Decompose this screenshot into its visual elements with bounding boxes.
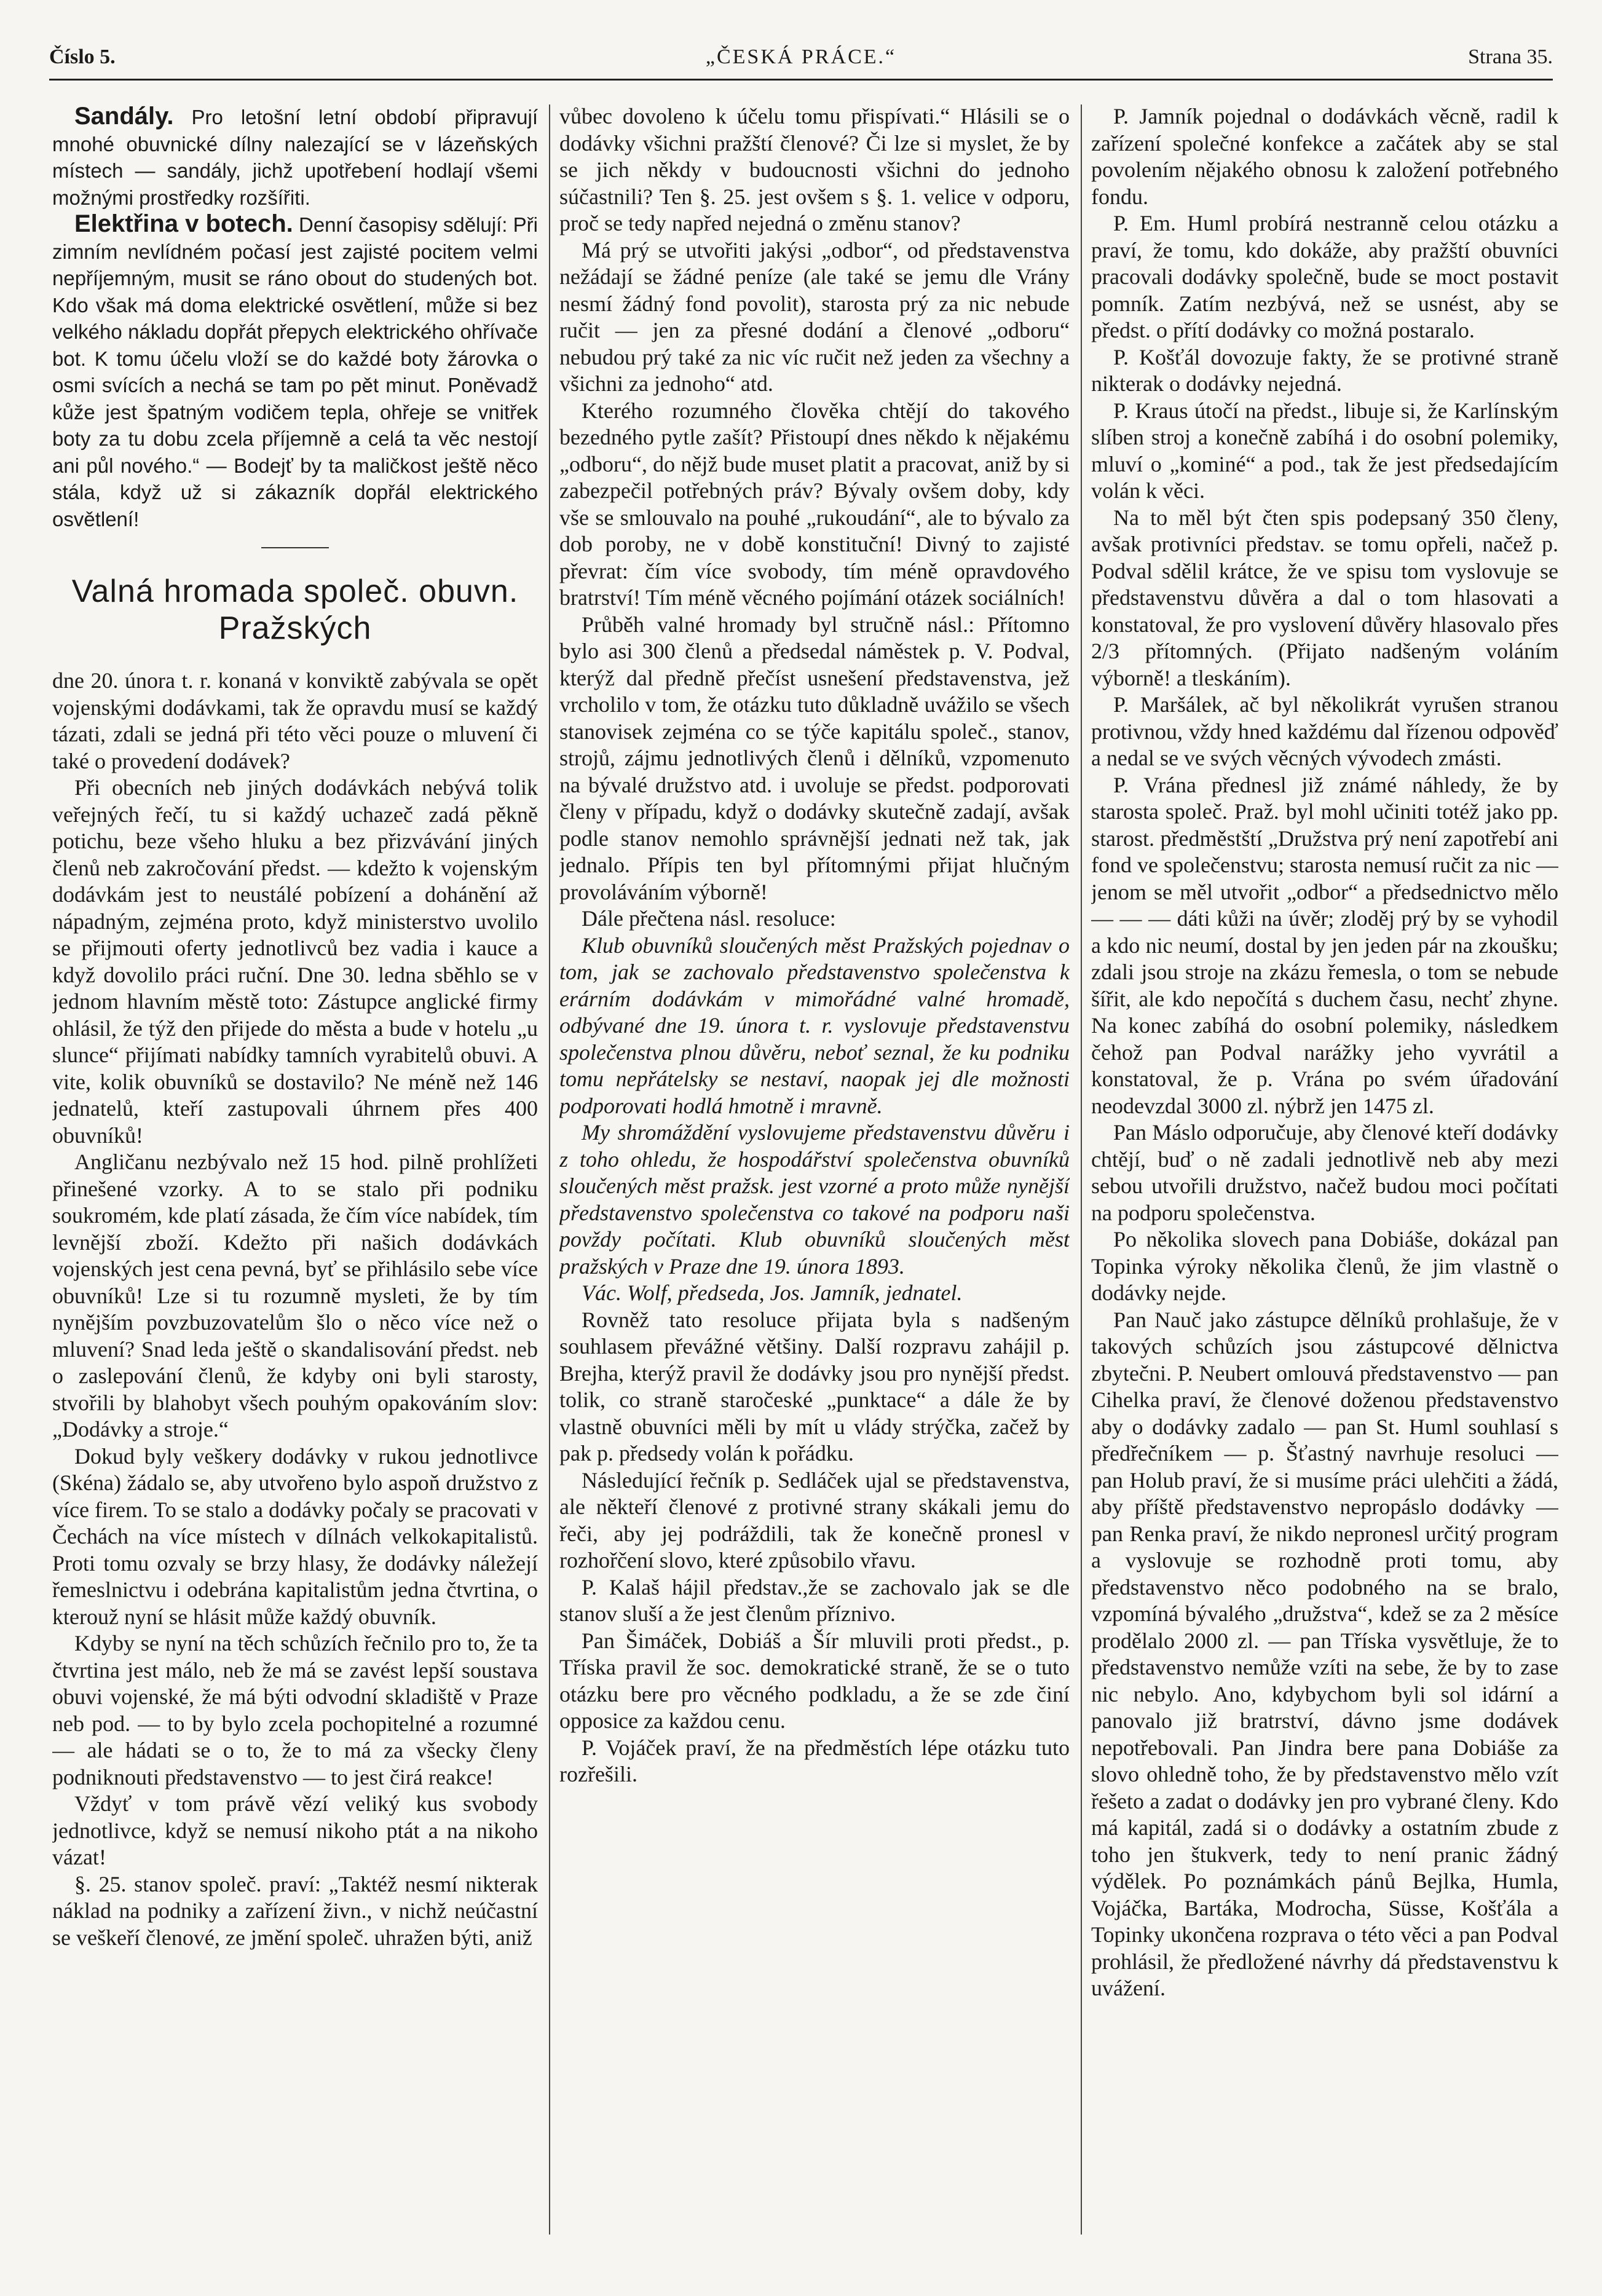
paragraph: Angličanu nezbývalo než 15 hod. pilně prohlížeti přinešené vzorky. A to se stalo při podniku soukromém, kde platí zásada, že čím více nabídek, tím levnější zboží. Kdežto při našich dodávkách vojenských jest cena pevná, byť se přihlásilo sebe více obuvníků! Lze si tu rozumně mysleti, že by tím nynějším povzbuzovatelům šlo o něco více než o mluvení? Snad leda ještě o skandalisování předst. neb o zaslepování členů, že kdyby oni byli starosty, stvořili by blahobyt všech pouhým opakováním slov: „Dodávky a stroje.“	[52, 1150, 538, 1442]
paragraph: P. Kraus útočí na předst., libuje si, že Karlínským slíben stroj a konečně zabíhá i do osobní polemiky, mluví o „kominé“ a pod., tak že jest předsedajícím volán k věci.	[1091, 398, 1558, 503]
page-header	[49, 34, 1553, 77]
paragraph: Kterého rozumného člověka chtějí do takového bezedného pytle zašít? Přistoupí dnes někdo k nějakému „odboru“, do nějž bude muset platit a pracovat, aniž by si zabezpečil potřebných práv? Bývaly ovšem doby, kdy vše se smlouvalo na pouhé „rukoudání“, ale to bývalo za dob poroby, ne v době konstituční! Divný to zajisté převrat: čím více svobody, tím méně opravdového bratrství! Tím méně věcného pojímání otázek sociálních!	[559, 398, 1070, 610]
paragraph: Po několika slovech pana Dobiáše, dokázal pan Topinka výroky několika členů, že jim vlastně o dodávky nejde.	[1091, 1227, 1558, 1305]
sandaly-text: Pro letošní letní období připravují mnohé obuvnické dílny nalezající se v lázeňských místech — sandály, jichž upotřebení hodlají všemi možnými prostředky rozšířiti.	[52, 106, 538, 209]
paragraph: Rovněž tato resoluce přijata byla s nadšeným souhlasem převážné většiny. Další rozpravu zahájil p. Brejha, kterýž pravil že dodávky jsou pro nynější předst. tolik, co straně staročeské „punktace“ a dále že by vlastně obuvníci měli by mít u vlády strýčka, začež by pak p. předsedy volán k pořádku.	[559, 1307, 1070, 1466]
paragraph: P. Vojáček praví, že na předměstích lépe otázku tuto rozřešili.	[559, 1735, 1070, 1786]
paragraph: Má prý se utvořiti jakýsi „odbor“, od představenstva nežádají se žádné peníze (ale také se jemu dle Vrány nesmí žádný fond povolit), starosta prý za nic nebude ručit — jen za přesné dodání a členové „odboru“ nebudou prý také za nic víc ručit než jeden za všechny a všichni za jednoho“ atd.	[559, 237, 1070, 396]
paragraph: Pan Nauč jako zástupce dělníků prohlašuje, že v takových schůzích jsou zástupcové dělnictva zbytečni. P. Neubert omlouvá představenstvo — pan Cihelka praví, že členové doženou představenstvo aby o dodávky zadalo — pan St. Huml souhlasí s předřečníkem — p. Šťastný navrhuje resoluci — pan Holub praví, že si musíme práci ulehčiti a žádá, aby příště představenstvo nepropáslo dodávky — pan Renka praví, že nikdo nepronesl určitý program a vyslovuje se rozhodně proti tomu, aby představenstvo něco podobného na se bralo, vzpomíná bývalého „družstva“, kdež se za 2 měsíce prodělalo 2000 zl. — pan Tříska vysvětluje, že to představenstvo nemůže vzíti na sebe, že by to zase nic nebylo. Ano, kdybychom byli sol idární a panovalo již bratrství, dávno jsme dodávek nepotřebovali. Pan Jindra bere pana Dobiáše za slovo ohledně toho, že by představenstvo mělo vzít řešeto a zadat o dodávky jen pro vybrané členy. Kdo má kapitál, zadá si o dodávky a ostatním zbude z toho jen štukverk, tedy to není pranic žádný výdělek. Po poznámkách pánů Bejlka, Humla, Vojáčka, Bartáka, Modrocha, Süsse, Košťála a Topinky ukončena rozprava o této věci a pan Podval prohlásil, že předložené návrhy dá představenstvu k uvážení.	[1091, 1307, 1558, 2000]
paragraph: Vždyť v tom právě vězí veliký kus svobody jednotlivce, když se nemusí nikoho ptát a na nikoho vázat!	[52, 1791, 538, 1869]
article-elektrina	[52, 211, 538, 532]
paragraph: P. Kalaš hájil představ.,že se zachovalo jak se dle stanov sluší a že jest členům příznivo.	[559, 1574, 1070, 1626]
paragraph: Pan Máslo odporučuje, aby členové kteří dodávky chtějí, buď o ně zadali jednotlivě neb aby mezi sebou utvořili družstvo, načež budou moci počítati na podporu společenstva.	[1091, 1120, 1558, 1225]
header-rule	[49, 79, 1553, 81]
issue-number: Číslo 5.	[49, 45, 116, 68]
resolution-text: Klub obuvníků sloučených měst Pražských pojednav o tom, jak se zachovalo představenstvo společenstva k erárním dodávkám v mimořádné valné hromadě, odbývané dne 19. února t. r. vyslovuje představenstvu společenstva plnou důvěru, neboť seznal, že ku podniku tomu nepřátelsky se nestaví, naopak jej dle možnosti podporovati hodlá hmotně i mravně.	[559, 933, 1070, 1118]
column-1	[52, 103, 538, 2241]
paragraph: Při obecních neb jiných dodávkách nebývá tolik veřejných řečí, tu si každý uchazeč zadá pěkně potichu, beze všeho hluku a bez přizvávání jiných členů neb zakročování předst. — kdežto k vojenským dodávkám jest to neustálé pobízení a dohánění až nápadným, zejména proto, když ministerstvo uvolilo se přijmouti oferty jednotlivců bez vadia i kauce a když dovolilo práci ruční. Dne 30. ledna sběhlo se v jednom hlavním městě toto: Zástupce anglické firmy ohlásil, že týž den přijede do města a bude v hotelu „u slunce“ přijímati nabídky tamních vyrabitelů obuvi. A vite, kolik obuvníků se dostavilo? Ne méně než 146 jednatelů, kteří zastupovali úhrnem přes 400 obuvníků!	[52, 775, 538, 1148]
sandaly-heading: Sandály.	[74, 103, 174, 130]
column-rule-2	[1081, 105, 1082, 2235]
paragraph: dne 20. února t. r. konaná v konviktě zabývala se opět vojenskými dodávkami, tak že opravdu musí se každý tázati, zdali se jedná při této věci pouze o mluvení či také o provedení dodávek?	[52, 668, 538, 773]
paragraph: Průběh valné hromady byl stručně násl.: Přítomno bylo asi 300 členů a předsedal náměstek p. V. Podval, kterýž dal předně přečíst usnešení představenstva, jež vrcholilo v tom, že otázku tuto důkladně uvážilo se všech stanovisek zejména co se týče kapitálu společ., stanov, strojů, zájmu jednotlivých členů i dělníků, vzpomenuto na bývalé družstvo atd. i uvoluje se předst. podporovati členy v případu, když o dodávky skutečně zadají, avšak podle stanov nemohlo správnější jednati než tak, jak jednalo. Přípis ten byl přítomnými přijat hlučným provoláváním výborně!	[559, 612, 1070, 904]
paragraph: Na to měl být čten spis podepsaný 350 členy, avšak protivníci představ. se tomu opřeli, načež p. Podval sdělil krátce, že ve spisu tom vyslovuje se představenstvu důvěra a dal o tom hlasovati a konstatoval, že pro vyslovení důvěry hlasovalo přes 2/3 přítomných. (Přijato nadšeným voláním výborně! a tleskáním).	[1091, 505, 1558, 690]
paragraph: P. Košťál dovozuje fakty, že se protivné straně nikterak o dodávky nejedná.	[1091, 344, 1558, 396]
paragraph: Kdyby se nyní na těch schůzích řečnilo pro to, že ta čtvrtina jest málo, neb že má se zavést lepší soustava obuvi vojenské, že má býti odvodní skladiště v Praze neb pod. — to by bylo zcela pochopitelné a rozumné — ale hádati se o to, že to má za všecky členy podniknouti představenstvo — to jest čirá reakce!	[52, 1631, 538, 1789]
journal-title: „ČESKÁ PRÁCE.“	[705, 45, 897, 68]
elektrina-heading: Elektřina v botech.	[74, 210, 293, 237]
paragraph: Dokud byly veškery dodávky v rukou jednotlivce (Skéna) žádalo se, aby utvořeno bylo aspoň družstvo z více firem. To se stalo a dodávky počaly se pracovati v Čechách na více místech v dílnách velkokapitalistů. Proti tomu ozvaly se brzy hlasy, že dodávky náležejí řemeslnictvu i odebrána kapitalistům jedna čtvrtina, o kterouž nyní se hlásit může každý obuvník.	[52, 1443, 538, 1629]
paragraph: Dále přečtena násl. resoluce:	[582, 906, 836, 931]
column-3	[1091, 103, 1558, 2241]
article-sandaly	[52, 103, 538, 211]
paragraph: P. Vrána přednesl již známé náhledy, že by starosta společ. Praž. byl mohl učiniti totéž jako pp. starost. předměstští „Družstva prý není zapotřebí ani fond ve společenstvu; starosta nemusí ručit za nic — jenom se měl utvořit „odbor“ a předsednictvo mělo — — — dáti kůži na úvěr; zloděj prý by se vyhodil a kdo nic neumí, dostal by jen jeden pár na zkoušku; zdali jsou stroje na zkázu řemesla, o tom se nebude šířit, ale kdo nepočítá s duchem času, nechť zhyne. Na konec zabíhá do osobní polemiky, následkem čehož pan Podval narážky jeho vyvrátil a konstatoval, že p. Vrána po svém úřadování neodevzdal 3000 zl. nýbrž jen 1475 zl.	[1091, 772, 1558, 1118]
resolution-signature: Vác. Wolf, předseda, Jos. Jamník, jednatel.	[582, 1280, 963, 1305]
section-separator	[261, 547, 329, 548]
column-rule-1	[549, 105, 550, 2235]
paragraph: vůbec dovoleno k účelu tomu přispívati.“ Hlásili se o dodávky všichni pražští členové? Či lze si myslet, že by se jich někdy v budoucnosti všichni do jednoho súčastnili? Ten §. 25. jest ovšem s §. 1. velice v odporu, proč se tedy napřed nejedná o změnu stanov?	[559, 104, 1070, 235]
resolution-text: My shromáždění vyslovujeme představenstvu důvěru i z toho ohledu, že hospodářství společenstva obuvníků sloučených měst pražsk. jest vzorné a proto může nynější představenstvo společenstva co takové na podporu naši povždy počítati. Klub obuvníků sloučených měst pražských v Praze dne 19. února 1893.	[559, 1120, 1070, 1279]
article-title: Valná hromada společ. obuvn. Pražských	[71, 574, 519, 646]
column-2	[559, 103, 1070, 2241]
paragraph: Pan Šimáček, Dobiáš a Šír mluvili proti předst., p. Tříska pravil že soc. demokratické straně, že se o tuto otázku bere pro věcného podkladu, a že se zde činí opposice za každou cenu.	[559, 1628, 1070, 1733]
paragraph: P. Jamník pojednal o dodávkách věcně, radil k zařízení společné konfekce a začátek aby se stal povolením nějakého obnosu k založení potřebného fondu.	[1091, 104, 1558, 209]
elektrina-text: Denní časopisy sdělují: Při zimním nevlídném počasí jest zajisté pocitem velmi nepříjemným, musit se ráno obout do studených bot. Kdo však má doma elektrické osvětlení, může si bez velkého nákladu dopřát přepych elektrického ohřívače bot. K tomu účelu vloží se do každé boty žárovka o osmi svících a nechá se tam po pět minut. Poněvadž kůže jest špatným vodičem tepla, ohřeje se vnitřek boty za tu dobu zcela příjemně a celá ta věc nestojí ani půl nového.“ — Bodejť by ta maličkost ještě něco stála, když už si zákazník dopřál elektrického osvětlení!	[52, 213, 538, 531]
paragraph: P. Maršálek, ač byl několikrát vyrušen stranou protivnou, vždy hned každému dal řízenou odpověď a nedal se ve svých věcných vývodech zmásti.	[1091, 692, 1558, 770]
paragraph: P. Em. Huml probírá nestranně celou otázku a praví, že tomu, kdo dokáže, aby pražští obuvníci pracovali dodávky společně, bude se moct postavit pomník. Zatím nezbývá, než se usnést, aby se předst. o přítí dodávky co možná postaralo.	[1091, 211, 1558, 342]
page-number: Strana 35.	[1468, 45, 1553, 68]
paragraph: Následující řečník p. Sedláček ujal se představenstva, ale někteří členové z protivné strany skákali jemu do řeči, aby jej podráždili, tak že konečně pronesl v rozhořčení slovo, které způsobilo vřavu.	[559, 1467, 1070, 1572]
paragraph: §. 25. stanov společ. praví: „Taktéž nesmí nikterak náklad na podniky a zařízení živn., v nichž neúčastní se veškeří členové, ze jmění společ. uhražen býti, aniž	[52, 1871, 538, 1950]
